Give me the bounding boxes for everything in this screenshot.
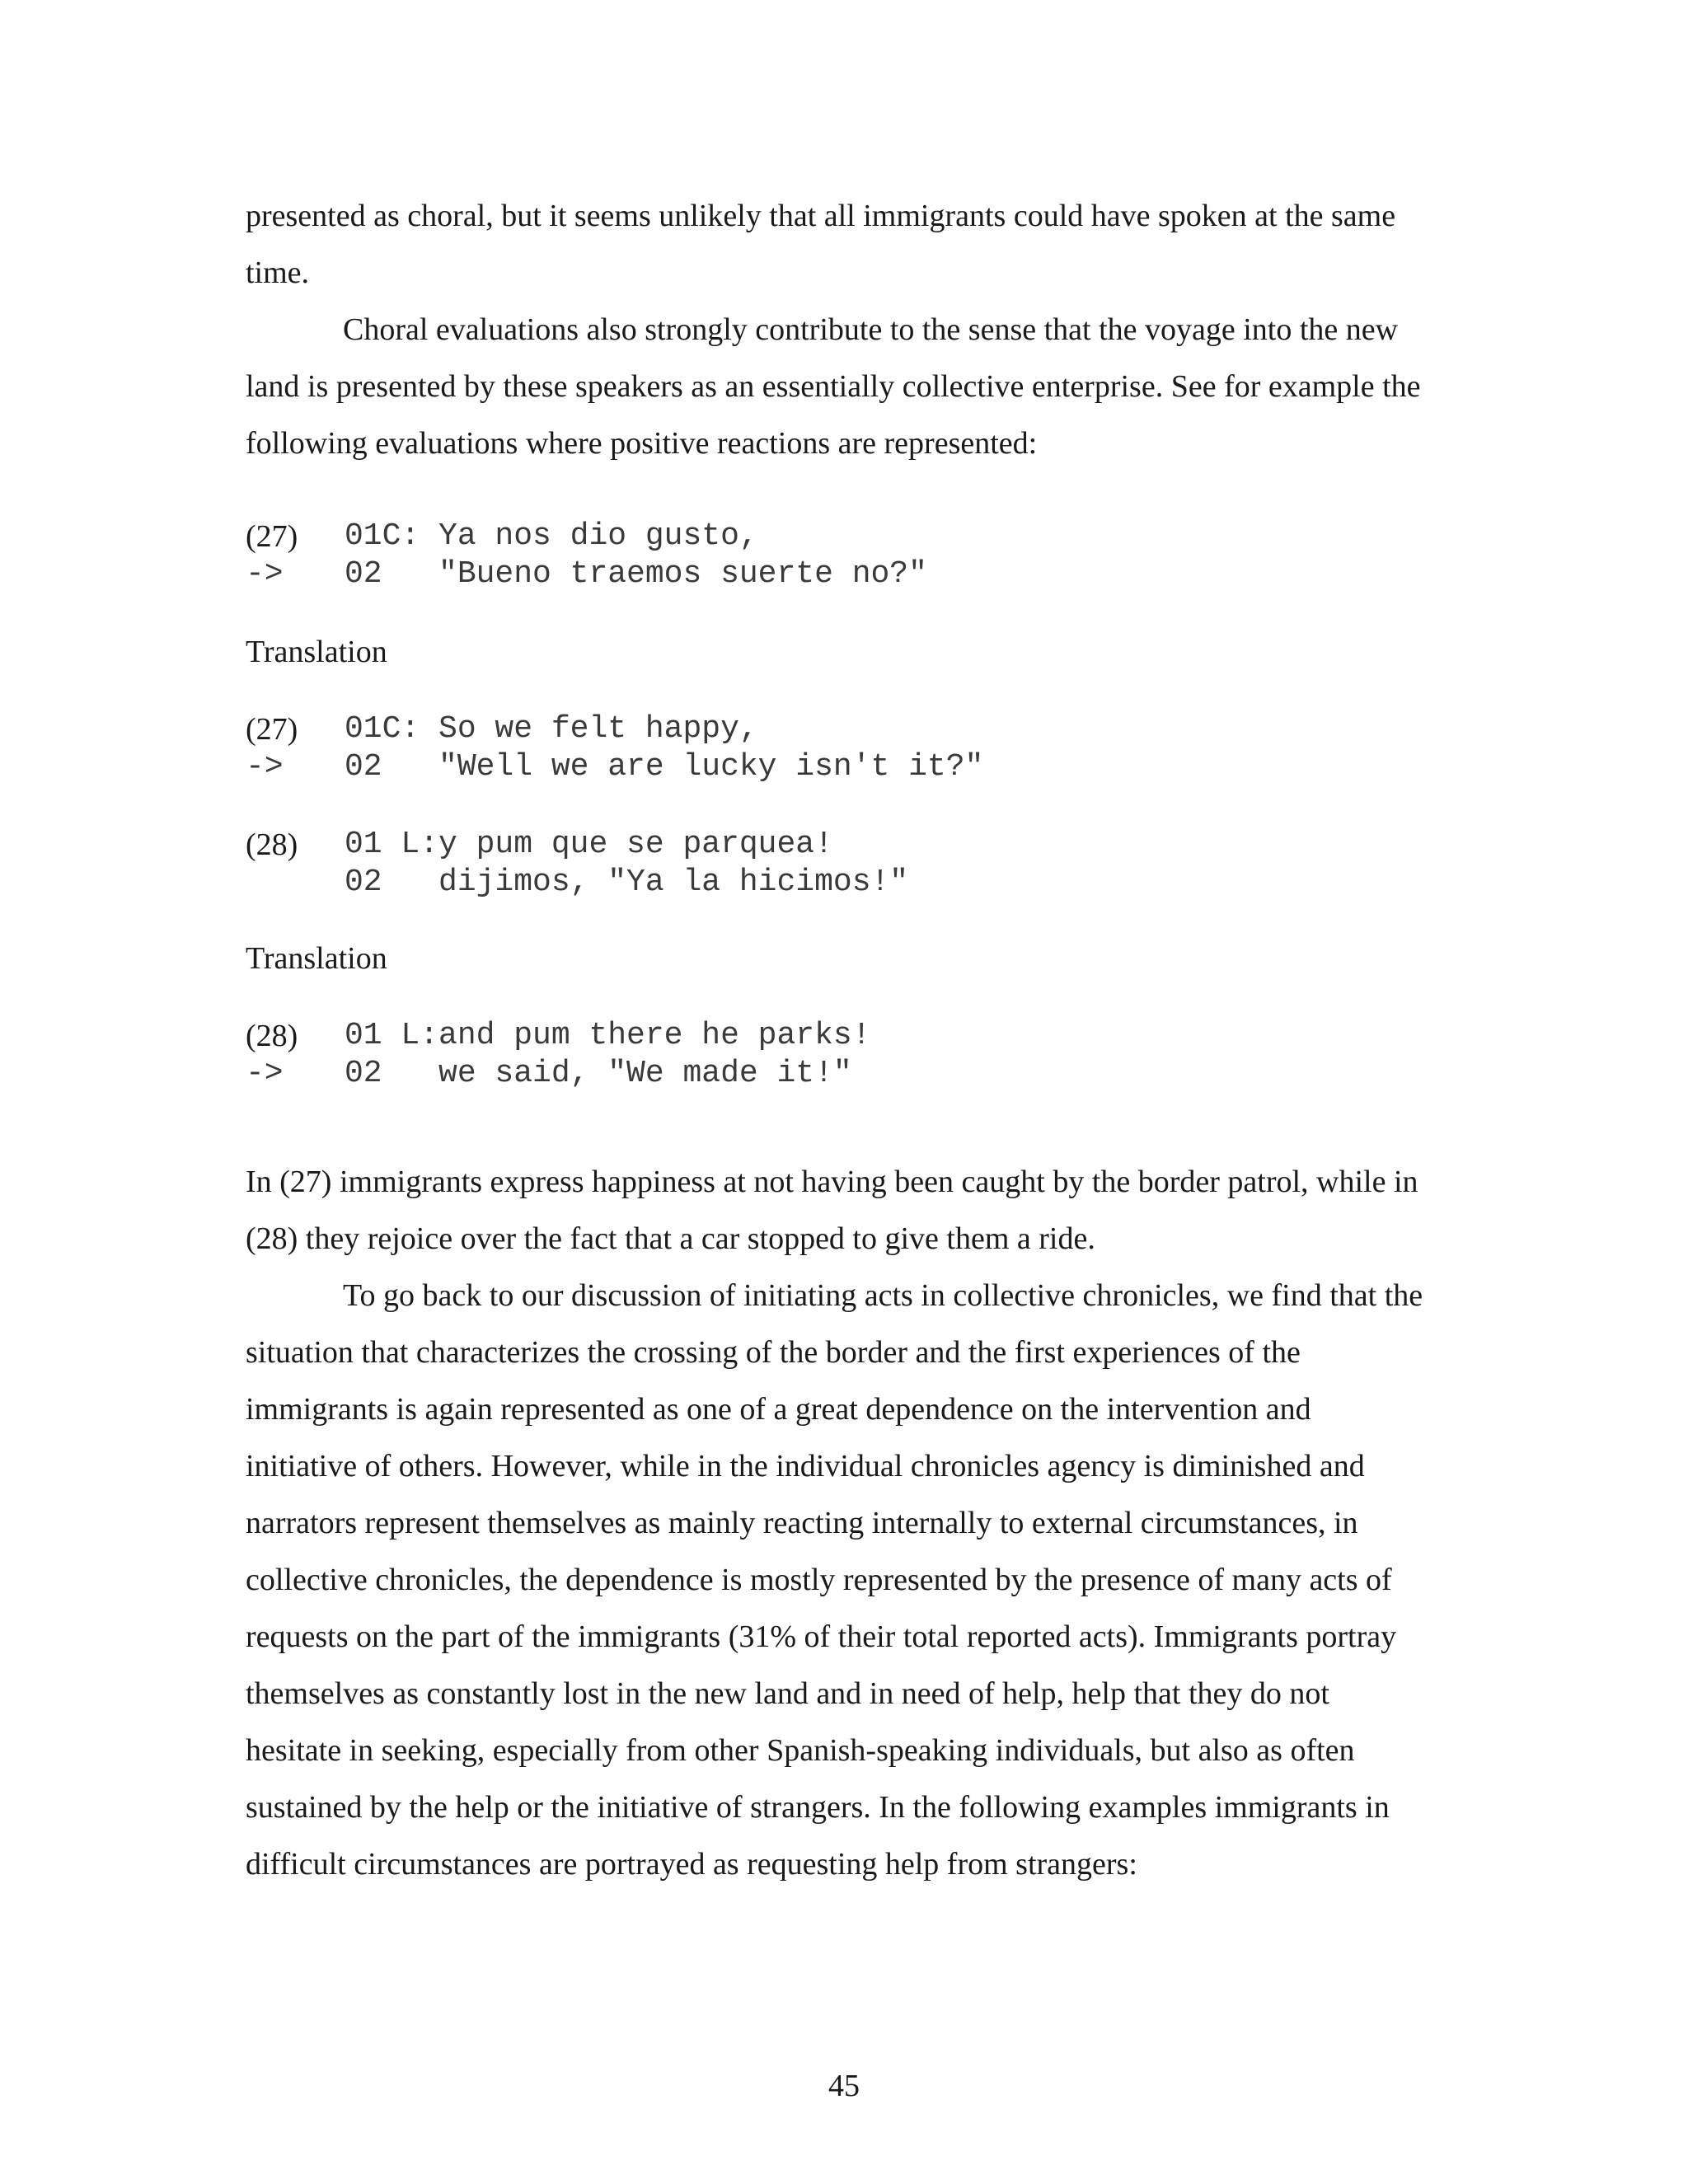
example-number: (27)	[246, 519, 298, 554]
body-text-top	[246, 188, 1424, 472]
arrow-marker: ->	[246, 1056, 284, 1091]
body-text-bottom	[246, 1154, 1424, 1893]
transcript-text: 02 "Bueno traemos suerte no?"	[345, 556, 927, 592]
transcript-text: 01C: Ya nos dio gusto,	[345, 518, 758, 554]
transcript-text: 01 L:y pum que se parquea!	[345, 827, 833, 862]
arrow-marker: ->	[246, 556, 284, 592]
paragraph-summary: In (27) immigrants express happiness at not having been caught by the border patrol, while in (28) they rejoice over the fact that a car stopped to give them a ride.	[246, 1165, 1418, 1256]
translation-heading: Translation	[246, 635, 387, 669]
transcript-text: 02 dijimos, "Ya la hicimos!"	[345, 865, 909, 900]
example-number: (27)	[246, 712, 298, 747]
arrow-marker: ->	[246, 749, 284, 785]
example-number: (28)	[246, 827, 298, 862]
transcript-text: 02 "Well we are lucky isn't it?"	[345, 749, 984, 785]
translation-heading: Translation	[246, 941, 387, 976]
paragraph-initiating-acts: To go back to our discussion of initiating acts in collective chronicles, we find that the situation that characterizes the crossing of the border and the first experiences of the immigrants is again represented as one of a great dependence on the intervention and initiative of others. However, while in the individual chronicles agency is diminished and narrators represent themselves as mainly reacting internally to external circumstances, in collective chronicles, the dependence is mostly represented by the presence of many acts of requests on the part of the immigrants (31% of their total reported acts). Immigrants portray themselves as constantly lost in the new land and in need of help, help that they do not hesitate in seeking, especially from other Spanish-speaking individuals, but also as often sustained by the help or the initiative of strangers. In the following examples immigrants in difficult circumstances are portrayed as requesting help from strangers:	[246, 1278, 1423, 1882]
page-number: 45	[828, 2069, 860, 2103]
paragraph-continuation: presented as choral, but it seems unlikely that all immigrants could have spoken at the same time.	[246, 199, 1396, 290]
transcript-text: 01C: So we felt happy,	[345, 711, 758, 747]
example-number: (28)	[246, 1019, 298, 1053]
transcript-text: 01 L:and pum there he parks!	[345, 1018, 871, 1053]
paragraph-choral-evaluations: Choral evaluations also strongly contribute to the sense that the voyage into the new land is presented by these speakers as an essentially collective enterprise. See for example the following evaluations where positive reactions are represented:	[246, 312, 1421, 461]
transcript-text: 02 we said, "We made it!"	[345, 1056, 852, 1091]
